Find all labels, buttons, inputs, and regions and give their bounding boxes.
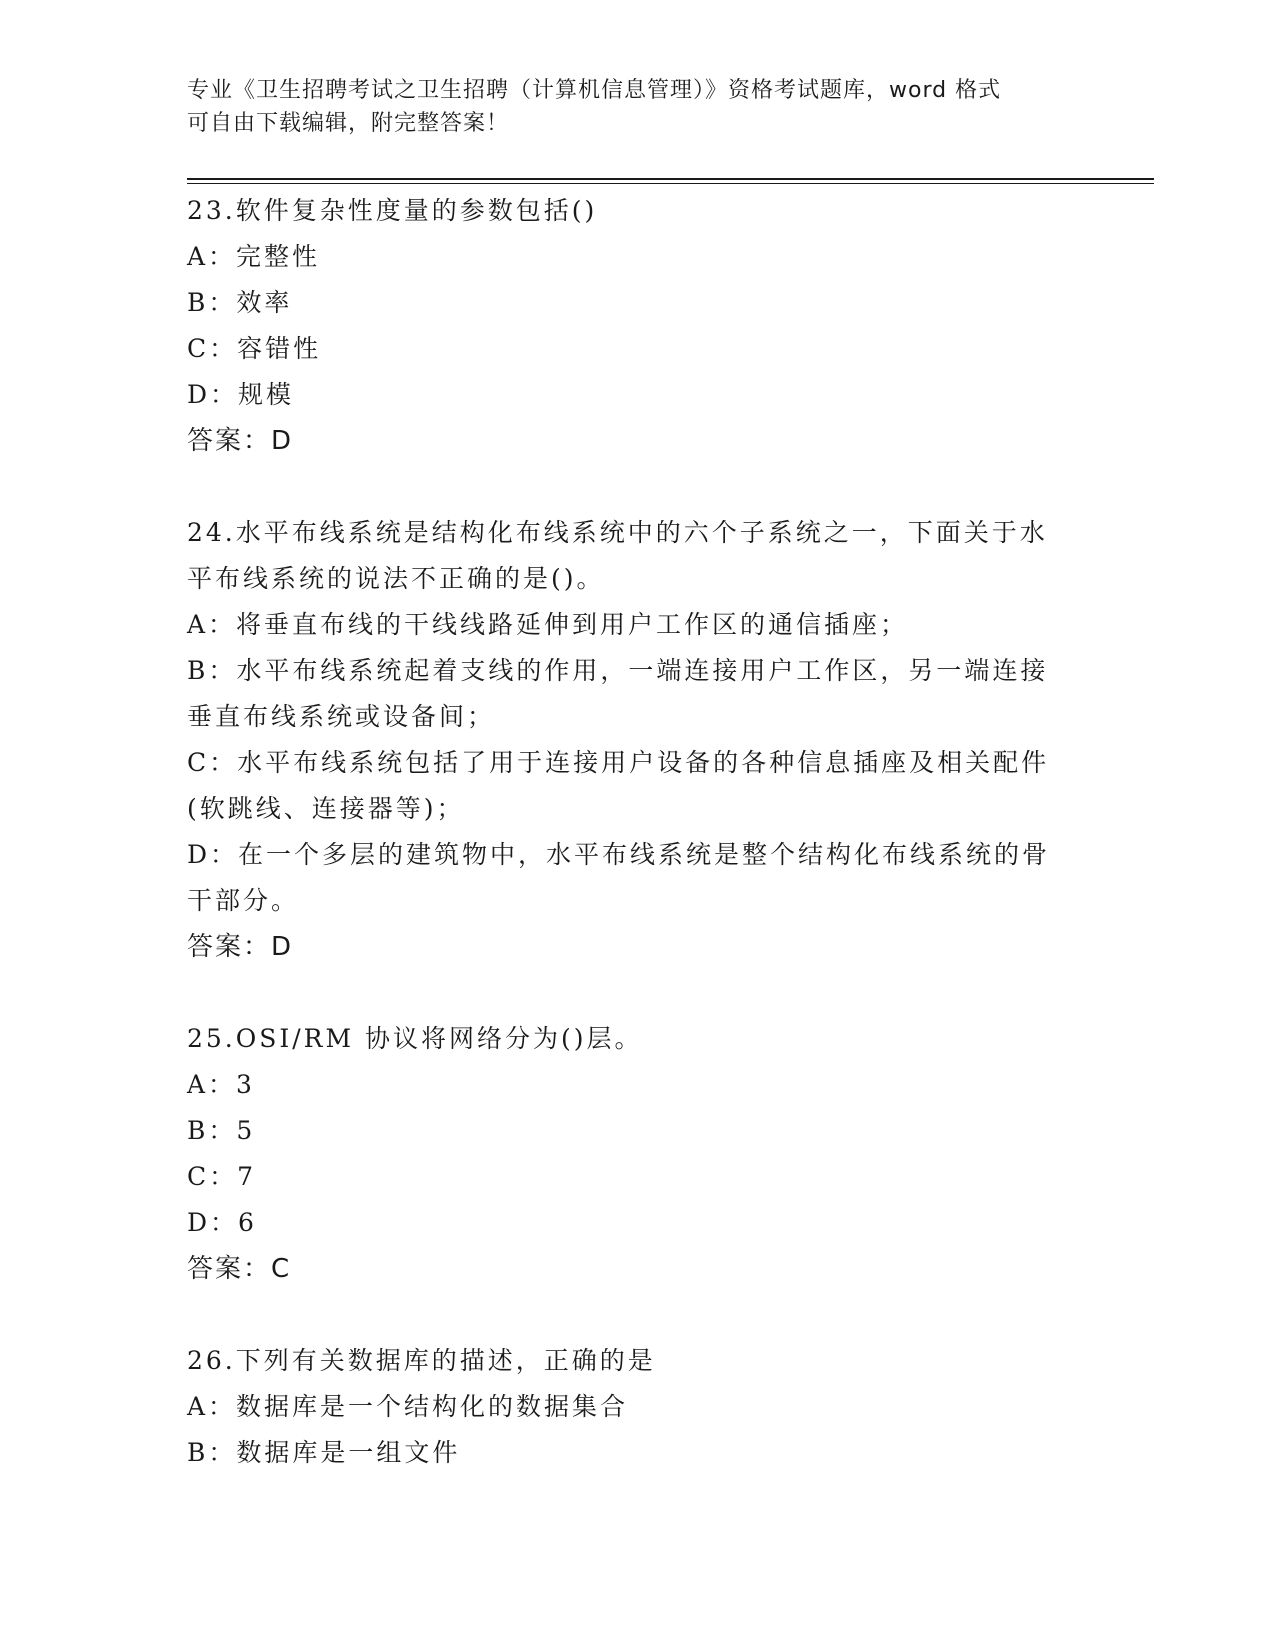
document-header — [187, 74, 1067, 140]
question-25-answer: 答案：C — [187, 1254, 292, 1284]
question-24-option-c-line-2: (软跳线、连接器等)； — [187, 794, 465, 823]
header-line-1: 专业《卫生招聘考试之卫生招聘（计算机信息管理）》资格考试题库，word 格式 — [187, 78, 1002, 103]
question-25-option-c: C：7 — [187, 1162, 257, 1191]
header-divider-thin — [187, 183, 1154, 184]
question-list — [187, 188, 1087, 1476]
question-25 — [187, 1016, 1087, 1292]
question-25-option-b: B：5 — [187, 1116, 256, 1145]
question-25-option-d: D：6 — [187, 1208, 257, 1237]
question-23-answer: 答案：D — [187, 426, 294, 456]
question-spacer — [187, 1292, 1087, 1338]
question-23-option-c: C：容错性 — [187, 334, 322, 363]
question-24-stem-line-2: 平布线系统的说法不正确的是()。 — [187, 564, 605, 593]
question-23-stem: 23.软件复杂性度量的参数包括() — [187, 196, 598, 225]
question-23-option-d: D：规模 — [187, 380, 295, 409]
question-26-stem: 26.下列有关数据库的描述，正确的是 — [187, 1346, 656, 1375]
header-divider-thick — [187, 178, 1154, 180]
question-24-answer: 答案：D — [187, 932, 294, 962]
question-26-option-b: B：数据库是一组文件 — [187, 1438, 461, 1467]
question-26-option-a: A：数据库是一个结构化的数据集合 — [187, 1392, 629, 1421]
question-26 — [187, 1338, 1087, 1476]
question-24-option-b-line-1: B：水平布线系统起着支线的作用，一端连接用户工作区，另一端连接 — [187, 656, 1049, 685]
question-23-option-b: B：效率 — [187, 288, 293, 317]
question-24 — [187, 510, 1087, 970]
question-24-stem-line-1: 24.水平布线系统是结构化布线系统中的六个子系统之一，下面关于水 — [187, 518, 1048, 547]
question-25-option-a: A：3 — [187, 1070, 255, 1099]
question-25-stem: 25.OSI/RM 协议将网络分为()层。 — [187, 1024, 643, 1053]
question-23-option-a: A：完整性 — [187, 242, 321, 271]
question-24-option-d-line-2: 干部分。 — [187, 886, 300, 915]
question-23 — [187, 188, 1087, 464]
question-24-option-d-line-1: D：在一个多层的建筑物中，水平布线系统是整个结构化布线系统的骨 — [187, 840, 1051, 869]
header-line-2: 可自由下载编辑，附完整答案！ — [187, 111, 510, 136]
question-24-option-a: A：将垂直布线的干线线路延伸到用户工作区的通信插座； — [187, 610, 909, 639]
question-spacer — [187, 464, 1087, 510]
question-spacer — [187, 970, 1087, 1016]
question-24-option-b-line-2: 垂直布线系统或设备间； — [187, 702, 496, 731]
question-24-option-c-line-1: C：水平布线系统包括了用于连接用户设备的各种信息插座及相关配件 — [187, 748, 1050, 777]
